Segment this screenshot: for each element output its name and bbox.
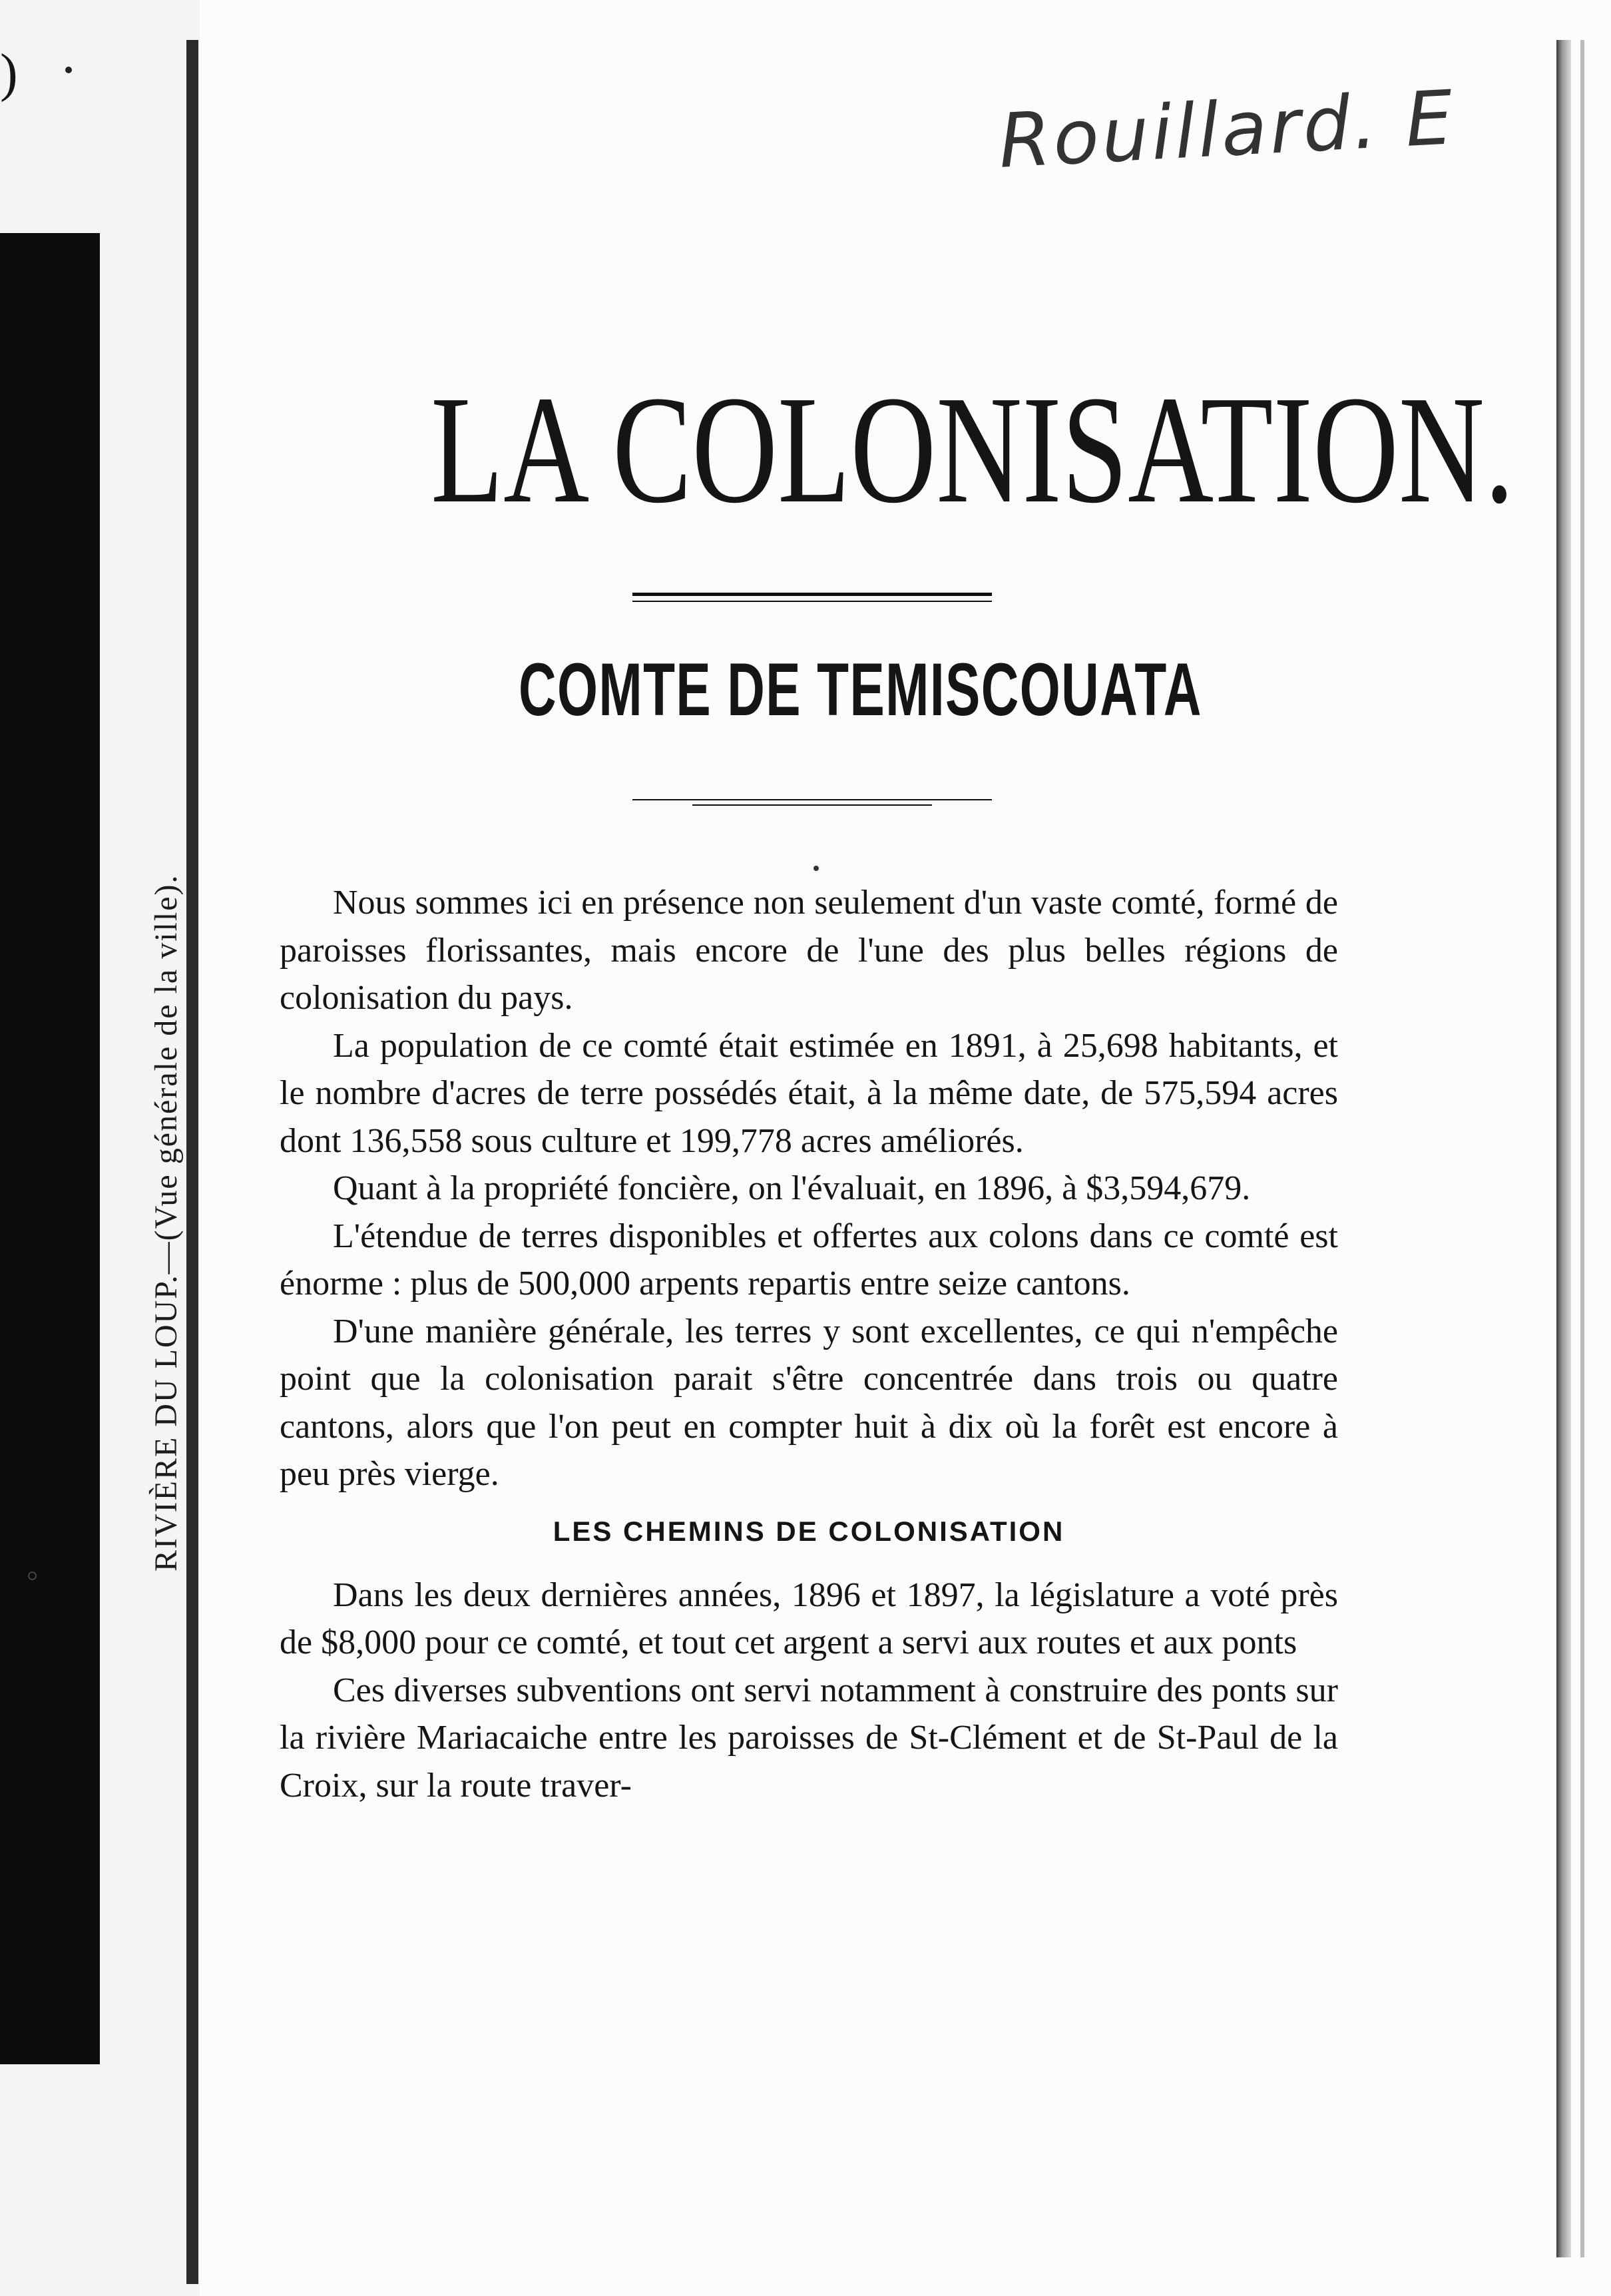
paragraph: Nous sommes ici en présence non seulement d'un vaste comté, formé de paroisses florissantes, mais encore de l'une des plus belles régions de colonisation du pays. xyxy=(280,884,1338,1017)
page-subtitle: COMTE DE TEMISCOUATA xyxy=(519,648,1202,731)
paragraph: Dans les deux dernières années, 1896 et 1897, la législature a voté près de $8,000 pour ce comté, et tout cet argent a servi aux routes et aux ponts xyxy=(280,1576,1338,1661)
binding-shadow xyxy=(0,233,100,2064)
paragraph: Quant à la propriété foncière, on l'évaluait, en 1896, à $3,594,679. xyxy=(333,1169,1251,1207)
vertical-caption: RIVIÈRE DU LOUP.—(Vue générale de la ville). xyxy=(148,874,184,1572)
subtitle-rule xyxy=(692,804,932,806)
ornament-dot xyxy=(813,866,819,871)
page-edge-left xyxy=(186,40,198,2284)
page-title: LA COLONISATION. xyxy=(431,364,1514,535)
paragraph: La population de ce comté était estimée en 1891, à 25,698 habitants, et le nombre d'acres de terre possédés était, à la même date, de 575,594 acres dont 136,558 sous culture et 199,778 acres améliorés. xyxy=(280,1026,1338,1160)
paragraph: Ces diverses subventions ont servi notamment à construire des ponts sur la rivière Mariacaiche entre les paroisses de St-Clément et de St-Paul de la Croix, sur la route traver- xyxy=(280,1671,1338,1805)
margin-dot xyxy=(65,67,72,73)
body-text xyxy=(280,879,1338,1809)
section-heading: LES CHEMINS DE COLONISATION xyxy=(553,1515,1065,1547)
title-rule xyxy=(632,593,992,596)
paragraph: D'une manière générale, les terres y sont excellentes, ce qui n'empêche point que la colonisation parait s'être concentrée dans trois ou quatre cantons, alors que l'on peut en compter huit à dix où la forêt est encore à peu près vierge. xyxy=(280,1312,1338,1493)
page-edge-right xyxy=(1556,40,1571,2257)
subtitle-rule xyxy=(632,799,992,800)
margin-mark: ) xyxy=(0,44,18,103)
page-edge-right xyxy=(1580,40,1584,2257)
title-rule xyxy=(632,601,992,602)
handwritten-note: Rouillard. E xyxy=(997,75,1458,185)
margin-dot xyxy=(28,1572,37,1580)
paragraph: L'étendue de terres disponibles et offertes aux colons dans ce comté est énorme : plus de 500,000 arpents repartis entre seize cantons. xyxy=(280,1217,1338,1302)
